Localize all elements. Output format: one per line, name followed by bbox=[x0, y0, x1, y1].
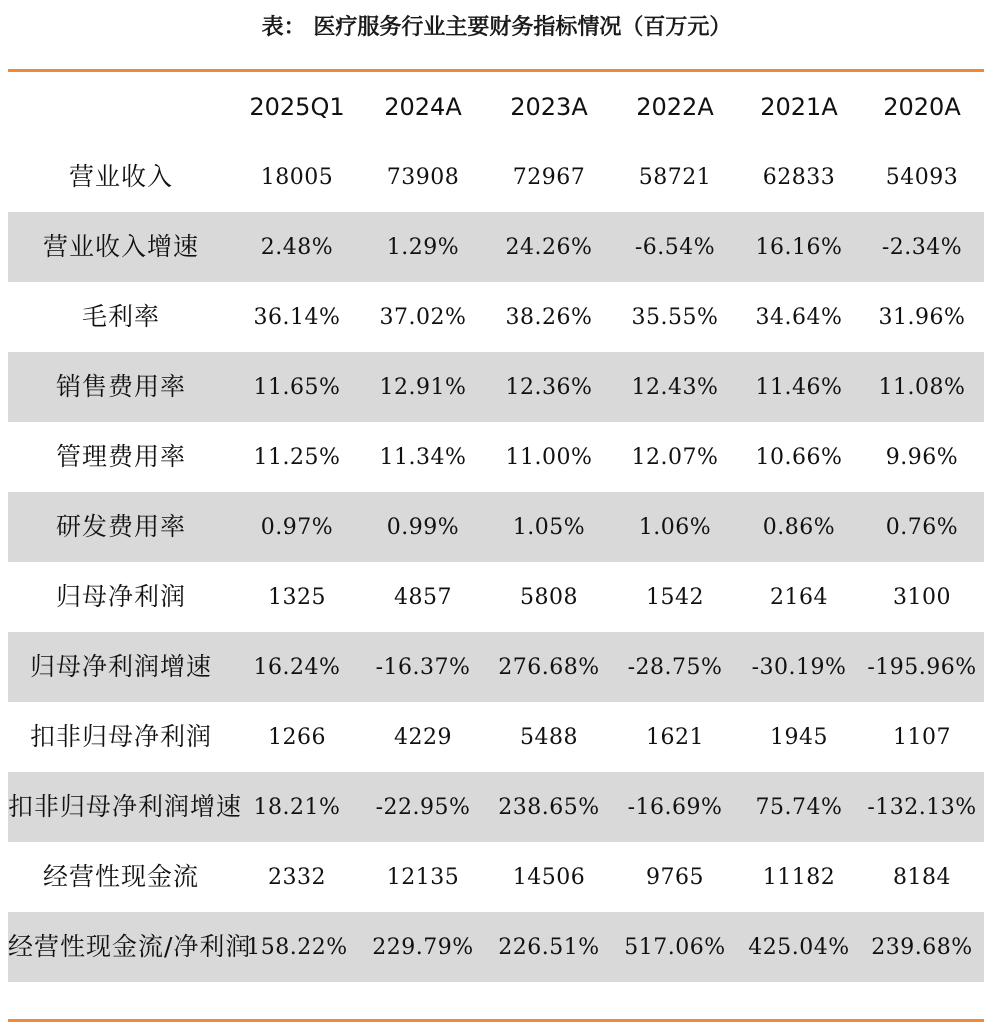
row-label: 营业收入增速 bbox=[42, 232, 199, 261]
header-2022a: 2022A bbox=[636, 93, 714, 121]
cell-value: 2.48% bbox=[260, 234, 334, 260]
table-row bbox=[8, 632, 984, 702]
table-row bbox=[8, 212, 984, 282]
header-2023a: 2023A bbox=[510, 93, 588, 121]
row-label: 研发费用率 bbox=[55, 512, 186, 541]
cell-value: -16.69% bbox=[627, 794, 723, 820]
cell-value: 12.43% bbox=[631, 374, 719, 400]
cell-value: 11.65% bbox=[253, 374, 341, 400]
table-row bbox=[8, 842, 984, 912]
cell-value: -30.19% bbox=[751, 654, 847, 680]
cell-value: 1266 bbox=[268, 724, 326, 750]
table-row bbox=[8, 562, 984, 632]
cell-value: 12.36% bbox=[505, 374, 593, 400]
cell-value: 38.26% bbox=[505, 304, 593, 330]
cell-value: 16.24% bbox=[253, 654, 341, 680]
cell-value: 11.00% bbox=[505, 444, 593, 470]
cell-value: 58721 bbox=[638, 164, 712, 190]
row-label: 扣非归母净利润增速 bbox=[8, 792, 243, 821]
cell-value: 2164 bbox=[770, 584, 828, 610]
cell-value: 0.76% bbox=[885, 514, 959, 540]
cell-value: 229.79% bbox=[372, 934, 474, 960]
cell-value: 1.05% bbox=[512, 514, 586, 540]
cell-value: 2332 bbox=[268, 864, 326, 890]
cell-value: 0.86% bbox=[762, 514, 836, 540]
cell-value: 37.02% bbox=[379, 304, 467, 330]
header-row bbox=[8, 72, 984, 142]
cell-value: -132.13% bbox=[867, 794, 977, 820]
cell-value: 54093 bbox=[885, 164, 959, 190]
cell-value: 10.66% bbox=[755, 444, 843, 470]
cell-value: 5808 bbox=[520, 584, 578, 610]
table-row bbox=[8, 352, 984, 422]
cell-value: 24.26% bbox=[505, 234, 593, 260]
cell-value: 8184 bbox=[893, 864, 951, 890]
cell-value: 3100 bbox=[893, 584, 951, 610]
cell-value: 12.91% bbox=[379, 374, 467, 400]
cell-value: 425.04% bbox=[748, 934, 850, 960]
cell-value: 4857 bbox=[394, 584, 452, 610]
cell-value: 16.16% bbox=[755, 234, 843, 260]
financial-table bbox=[8, 72, 984, 982]
cell-value: 12.07% bbox=[631, 444, 719, 470]
cell-value: 1.29% bbox=[386, 234, 460, 260]
cell-value: -2.34% bbox=[881, 234, 963, 260]
table-row bbox=[8, 772, 984, 842]
cell-value: 11.08% bbox=[878, 374, 966, 400]
row-label: 扣非归母净利润 bbox=[29, 722, 212, 751]
cell-value: 12135 bbox=[386, 864, 460, 890]
table-row bbox=[8, 492, 984, 562]
row-label: 归母净利润增速 bbox=[29, 652, 212, 681]
row-label: 毛利率 bbox=[81, 302, 160, 331]
table-row bbox=[8, 702, 984, 772]
table-row bbox=[8, 422, 984, 492]
cell-value: 18005 bbox=[260, 164, 334, 190]
cell-value: 11182 bbox=[762, 864, 836, 890]
cell-value: -22.95% bbox=[375, 794, 471, 820]
cell-value: 11.34% bbox=[379, 444, 467, 470]
cell-value: 158.22% bbox=[246, 934, 348, 960]
cell-value: 18.21% bbox=[253, 794, 341, 820]
cell-value: -6.54% bbox=[634, 234, 716, 260]
cell-value: 36.14% bbox=[253, 304, 341, 330]
cell-value: 5488 bbox=[520, 724, 578, 750]
cell-value: 1107 bbox=[893, 724, 951, 750]
cell-value: 517.06% bbox=[624, 934, 726, 960]
table-row bbox=[8, 142, 984, 212]
header-2021a: 2021A bbox=[760, 93, 838, 121]
bottom-rule bbox=[8, 1019, 984, 1022]
cell-value: 75.74% bbox=[755, 794, 843, 820]
header-corner bbox=[8, 72, 234, 142]
header-2020a: 2020A bbox=[883, 93, 961, 121]
table-row bbox=[8, 282, 984, 352]
cell-value: 73908 bbox=[386, 164, 460, 190]
cell-value: 238.65% bbox=[498, 794, 600, 820]
cell-value: 4229 bbox=[394, 724, 452, 750]
cell-value: 0.99% bbox=[386, 514, 460, 540]
cell-value: 35.55% bbox=[631, 304, 719, 330]
cell-value: 0.97% bbox=[260, 514, 334, 540]
header-2025q1: 2025Q1 bbox=[249, 93, 345, 121]
cell-value: 1542 bbox=[646, 584, 704, 610]
cell-value: -16.37% bbox=[375, 654, 471, 680]
table-title: 表： 医疗服务行业主要财务指标情况（百万元） bbox=[261, 15, 732, 40]
header-2024a: 2024A bbox=[384, 93, 462, 121]
row-label: 经营性现金流 bbox=[42, 862, 199, 891]
row-label: 经营性现金流/净利润 bbox=[8, 932, 252, 961]
cell-value: 11.46% bbox=[755, 374, 843, 400]
cell-value: 34.64% bbox=[755, 304, 843, 330]
cell-value: 276.68% bbox=[498, 654, 600, 680]
cell-value: 1325 bbox=[268, 584, 326, 610]
row-label: 销售费用率 bbox=[55, 372, 186, 401]
cell-value: 9765 bbox=[646, 864, 704, 890]
cell-value: 11.25% bbox=[253, 444, 341, 470]
cell-value: 1945 bbox=[770, 724, 828, 750]
cell-value: -28.75% bbox=[627, 654, 723, 680]
cell-value: -195.96% bbox=[867, 654, 977, 680]
cell-value: 1.06% bbox=[638, 514, 712, 540]
cell-value: 14506 bbox=[512, 864, 586, 890]
cell-value: 226.51% bbox=[498, 934, 600, 960]
table-row bbox=[8, 912, 984, 982]
row-label: 管理费用率 bbox=[55, 442, 186, 471]
cell-value: 1621 bbox=[646, 724, 704, 750]
cell-value: 72967 bbox=[512, 164, 586, 190]
cell-value: 239.68% bbox=[871, 934, 973, 960]
cell-value: 9.96% bbox=[885, 444, 959, 470]
cell-value: 31.96% bbox=[878, 304, 966, 330]
cell-value: 62833 bbox=[762, 164, 836, 190]
row-label: 归母净利润 bbox=[55, 582, 186, 611]
row-label: 营业收入 bbox=[68, 162, 173, 191]
